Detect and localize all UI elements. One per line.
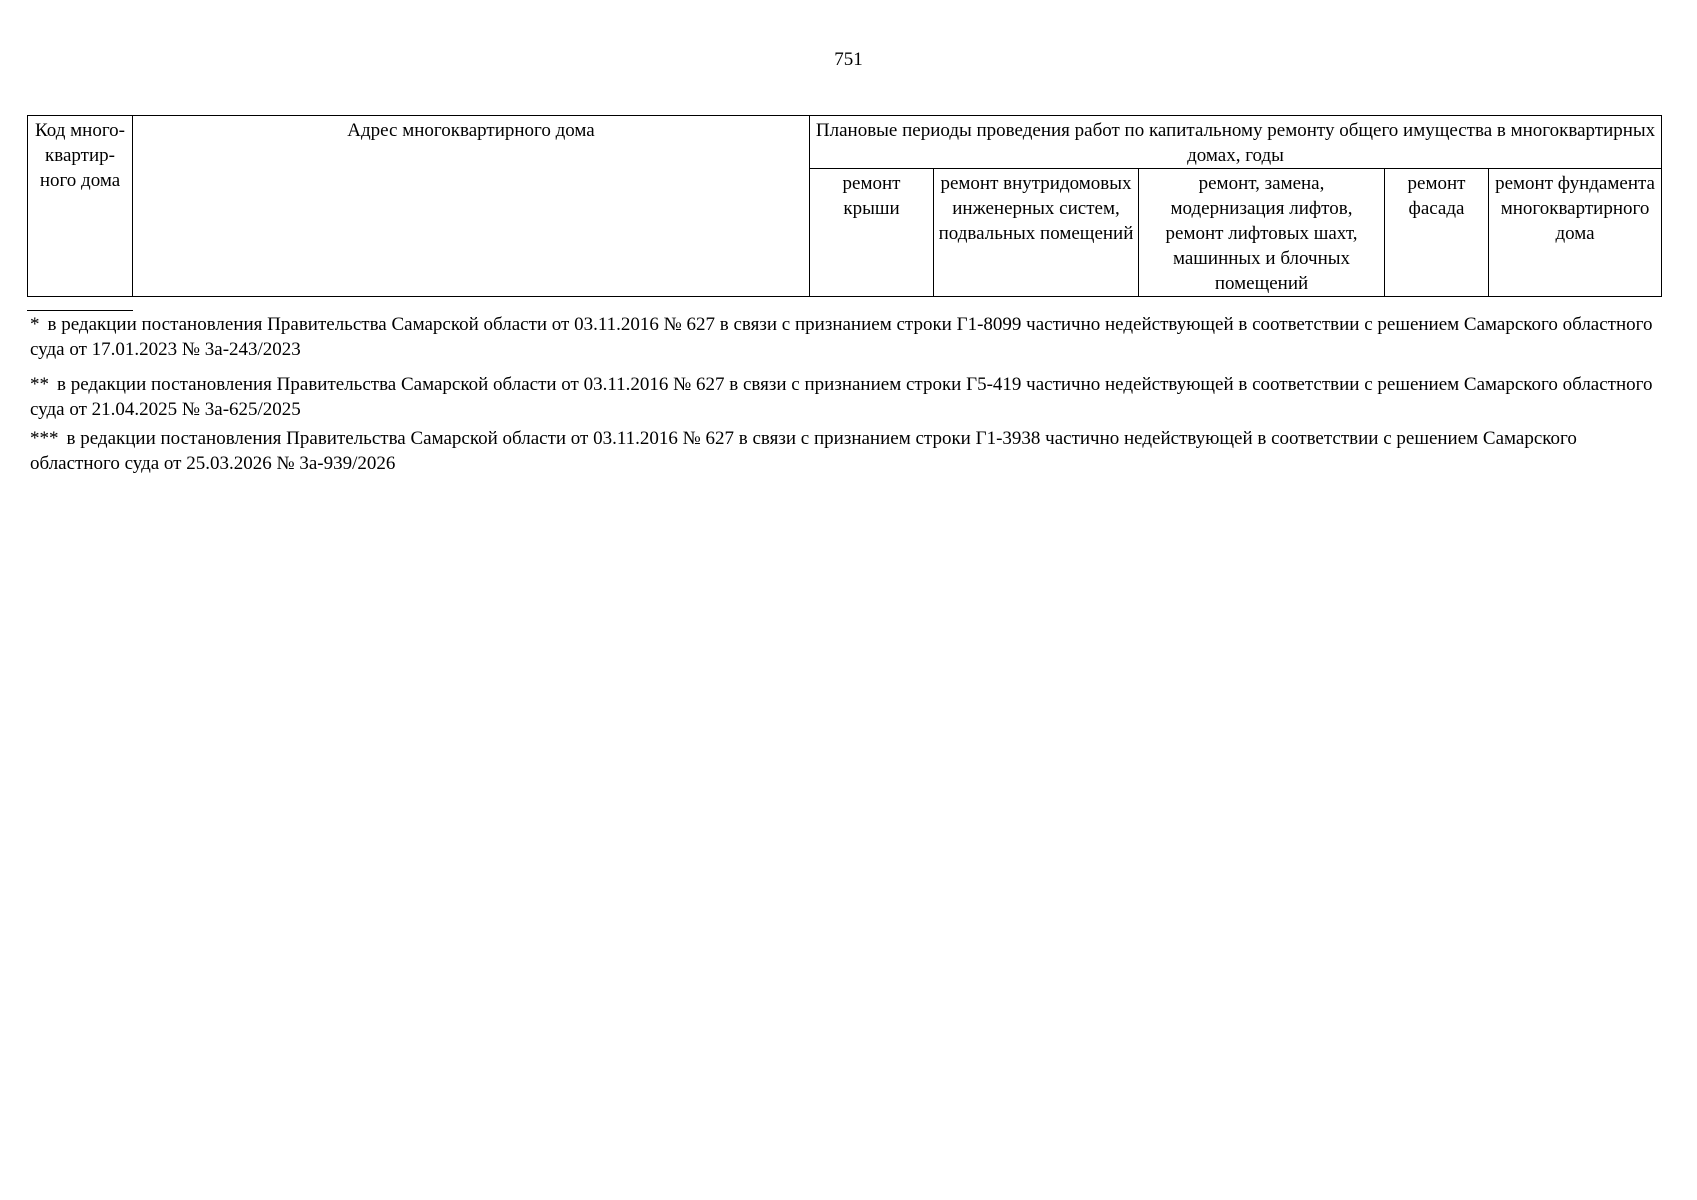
footnote-text: в редакции постановления Правительства Самарской области от 03.11.2016 № 627 в связи с признанием строки Г1-8099 частично недействующей в соответствии с решением Самарского областного суда от 17.01.2023 № 3а-243/2023 [30,314,1653,360]
footnote [30,426,1660,476]
header-elevators: ремонт, замена, модернизация лифтов, ремонт лифтовых шахт, машинных и блочных помещений [1139,169,1385,297]
footnotes [30,312,1660,476]
header-facade-repair: ремонт фасада [1385,169,1489,297]
header-address: Адрес многоквартирного дома [133,116,810,297]
footnote-mark: *** [30,428,59,449]
header-row [28,116,1662,169]
footnote-text: в редакции постановления Правительства Самарской области от 03.11.2016 № 627 в связи с признанием строки Г5-419 частично недействующей в соответствии с решением Самарского областного суда от 21.04.2025 № 3а-625/2025 [30,374,1653,420]
footnote-separator [27,310,133,311]
repair-schedule-table [27,115,1662,297]
header-foundation-repair: ремонт фундамента многоквартирного дома [1489,169,1662,297]
footnote-text: в редакции постановления Правительства Самарской области от 03.11.2016 № 627 в связи с признанием строки Г1-3938 частично недействующей в соответствии с решением Самарского областного суда от 25.03.2026 № 3а-939/2026 [30,428,1577,474]
header-engineering-systems: ремонт внутридомовых инженерных систем, подвальных помещений [934,169,1139,297]
page-number: 751 [834,49,863,70]
header-roof-repair: ремонт крыши [810,169,934,297]
footnote-mark: * [30,314,40,335]
header-code: Код много-квартир-ного дома [28,116,133,297]
header-planned-periods: Плановые периоды проведения работ по капитальному ремонту общего имущества в многоквартирных домах, годы [810,116,1662,169]
footnote [30,372,1660,422]
footnote [30,312,1660,362]
footnote-mark: ** [30,374,49,395]
